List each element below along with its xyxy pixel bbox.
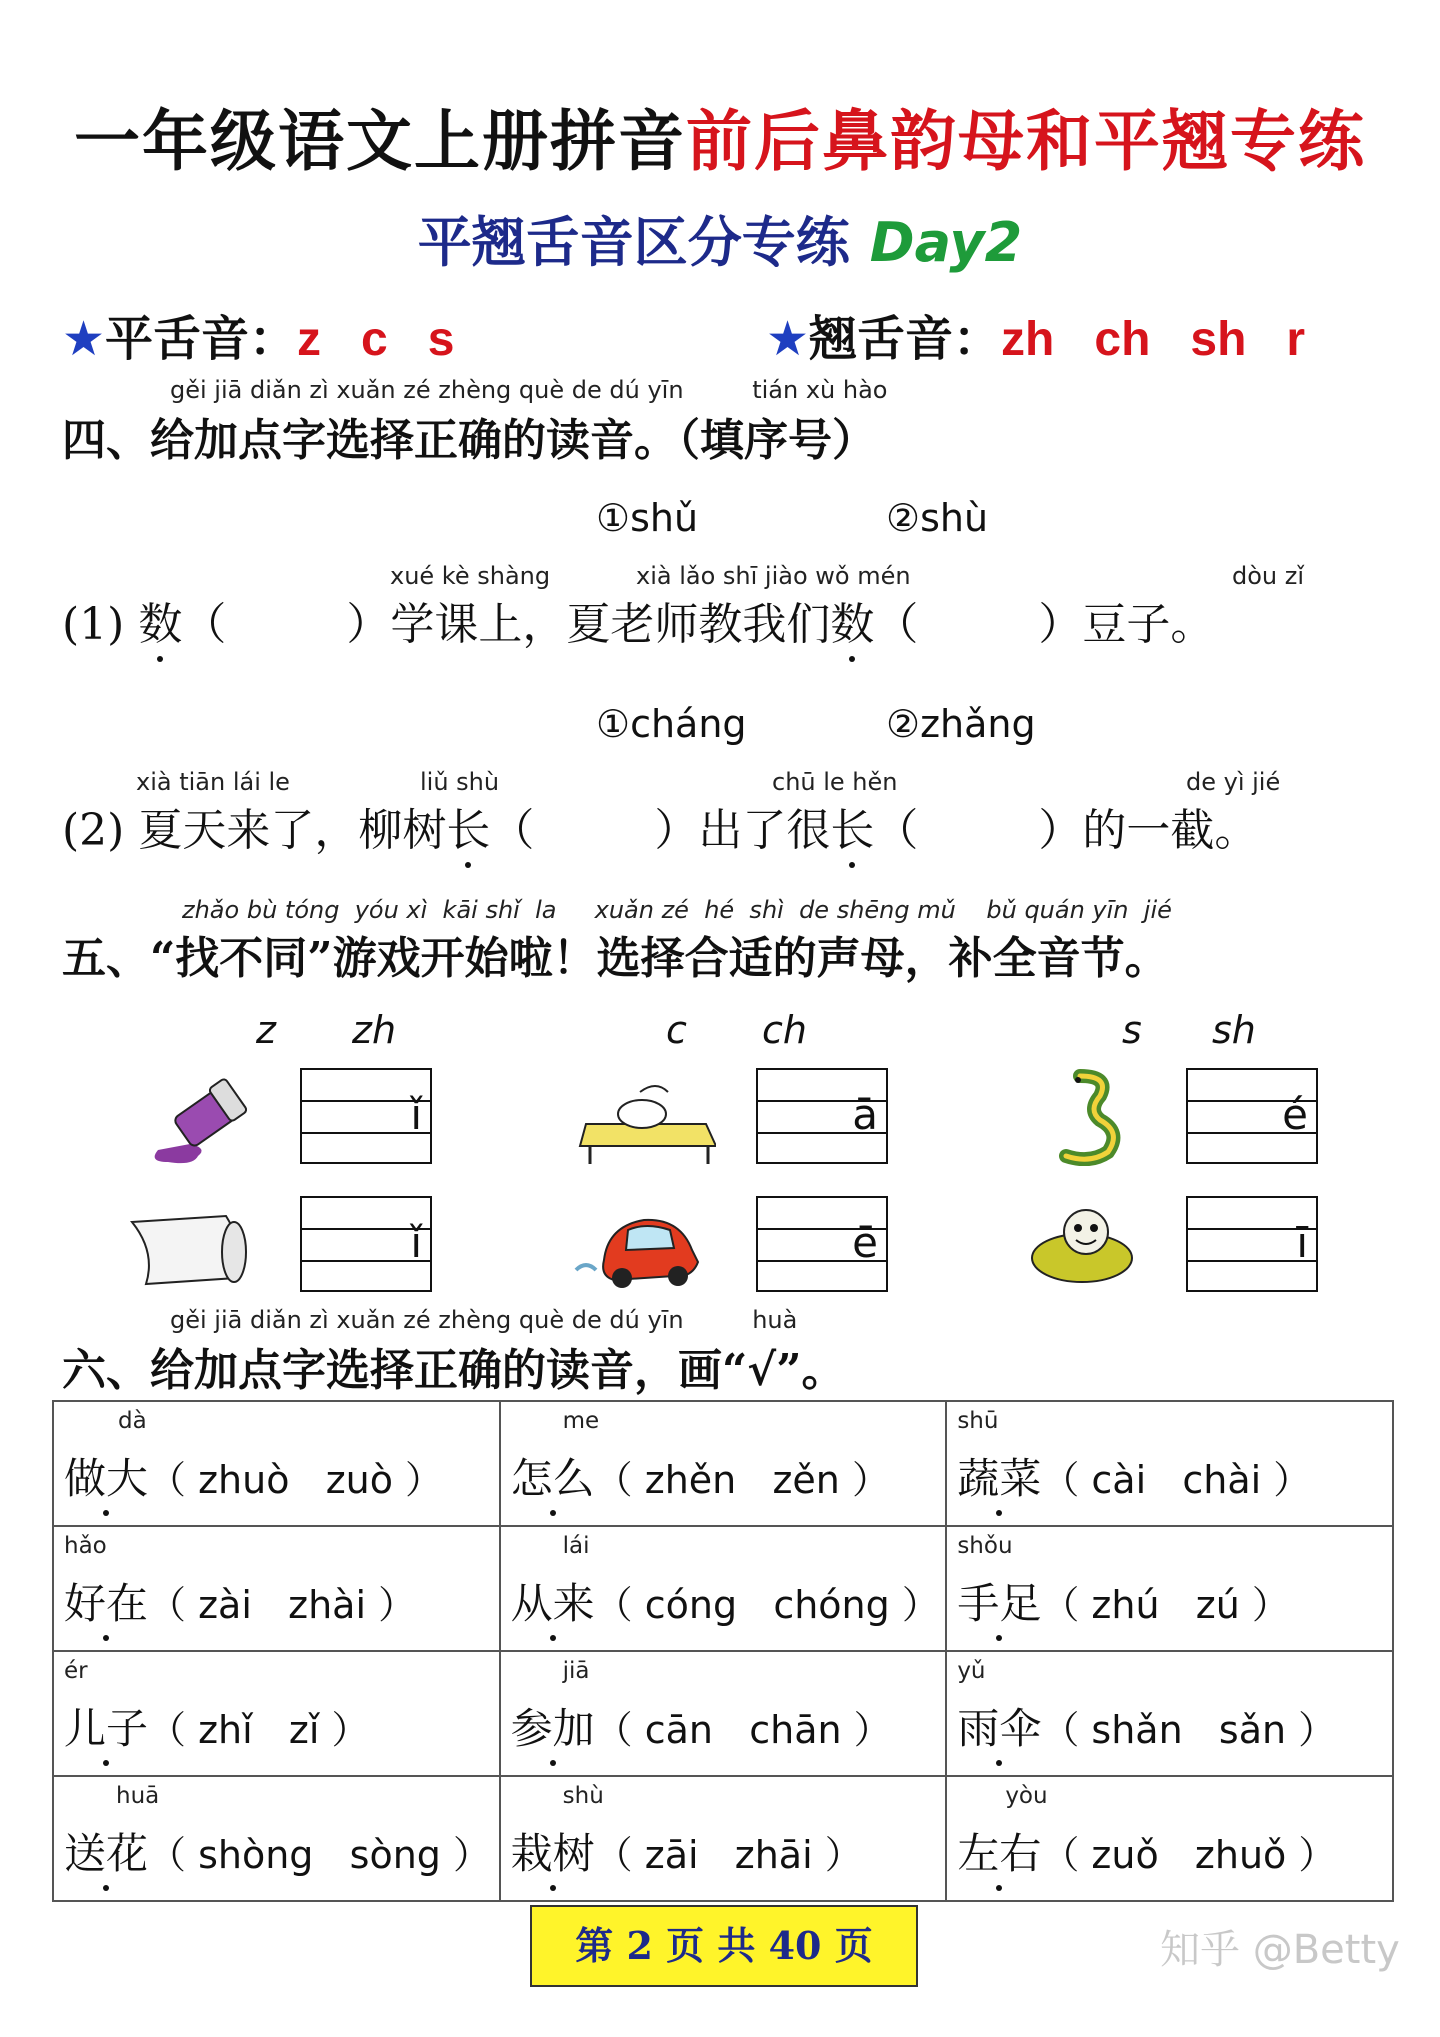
table-row: [53, 1776, 1393, 1901]
q2-option-2: ②zhǎng: [886, 702, 1036, 746]
q2-pinyin-d: de yì jié: [1186, 768, 1281, 796]
syllable-final-3: é: [1282, 1090, 1308, 1139]
title-red: 前后鼻韵母和平翘专练: [686, 102, 1366, 180]
question-2: [62, 794, 1258, 858]
q1-option-1: ①shǔ: [596, 496, 699, 540]
flat-letters: z c s: [297, 313, 455, 366]
table-cell[interactable]: [946, 1651, 1393, 1776]
cell-pinyin: lái: [562, 1533, 590, 1559]
syllable-box-3[interactable]: [1186, 1068, 1318, 1164]
paper-scroll-image: [126, 1208, 256, 1288]
letter-choice-zh: zh: [352, 1008, 397, 1052]
cell-pinyin: yòu: [1005, 1783, 1048, 1809]
snake-image: [1030, 1066, 1140, 1166]
cell-content: [511, 1446, 890, 1506]
section6-pinyin: gěi jiā diǎn zì xuǎn zé zhèng què de dú yīn huà: [170, 1306, 798, 1334]
cell-options[interactable]: （ shòng sòng ）: [148, 1833, 491, 1877]
q2-number: (2): [62, 805, 125, 856]
table-row: [53, 1401, 1393, 1526]
retroflex-legend: [766, 300, 1305, 369]
cell-content: [64, 1571, 416, 1631]
table-cell[interactable]: [53, 1526, 500, 1651]
cell-word: 雨伞: [957, 1696, 1041, 1756]
q2-pinyin-a: xià tiān lái le: [136, 768, 290, 796]
table-cell[interactable]: [53, 1776, 500, 1901]
cell-content: [957, 1446, 1311, 1506]
syllable-box-1[interactable]: [300, 1068, 432, 1164]
star-icon: ★: [766, 311, 810, 367]
table-cell[interactable]: [500, 1776, 947, 1901]
cell-pinyin: me: [562, 1408, 600, 1434]
cell-word: 蔬菜: [957, 1446, 1041, 1506]
q2-text-end: ）的一截。: [1038, 805, 1259, 856]
cell-content: [511, 1696, 892, 1756]
cell-pinyin: shǒu: [957, 1533, 1013, 1559]
cell-options[interactable]: （ cóng chóng ）: [594, 1583, 940, 1627]
cell-content: [957, 1821, 1336, 1881]
q1-pinyin-b: xià lǎo shī jiào wǒ mén: [636, 562, 911, 590]
cartoon-snake-image: [1024, 1196, 1140, 1292]
q2-option-1: ①cháng: [596, 702, 747, 746]
q2-pinyin-b: liǔ shù: [420, 768, 500, 796]
paint-tube-image: [138, 1070, 258, 1170]
cell-content: [64, 1446, 443, 1506]
q1-pinyin-c: dòu zǐ: [1232, 562, 1305, 590]
cell-pinyin: ér: [64, 1658, 88, 1684]
letter-choice-c: c: [666, 1008, 687, 1052]
subtitle-day: Day2: [869, 211, 1023, 274]
car-image: [574, 1200, 714, 1290]
cell-content: [511, 1571, 940, 1631]
cell-pinyin: shū: [957, 1408, 999, 1434]
q2-dotted-word-2: 长: [830, 794, 874, 858]
cell-word: 好在: [64, 1571, 148, 1631]
section4-title: 四、给加点字选择正确的读音。（填序号）: [62, 415, 876, 466]
cell-word: 左右: [957, 1821, 1041, 1881]
q2-dotted-word-1: 长: [446, 794, 490, 858]
q1-paren-open-2: （: [874, 599, 919, 650]
watermark: 知乎 @Betty: [1160, 1927, 1400, 1973]
cell-content: [64, 1821, 491, 1881]
letter-choice-ch: ch: [762, 1008, 807, 1052]
table-cell[interactable]: [946, 1401, 1393, 1526]
q2-paren-open: （: [490, 805, 535, 856]
section6-title: 六、给加点字选择正确的读音，画“√”。: [62, 1345, 846, 1396]
syllable-final-6: ī: [1296, 1218, 1308, 1267]
q1-pinyin-a: xué kè shàng: [390, 562, 551, 590]
section5-title: 五、“找不同”游戏开始啦！选择合适的声母，补全音节。: [62, 933, 1169, 984]
section4-pinyin: gěi jiā diǎn zì xuǎn zé zhèng què de dú yīn tián xù hào: [170, 376, 888, 404]
cell-content: [957, 1696, 1336, 1756]
cell-content: [511, 1821, 863, 1881]
cell-word: 送花: [64, 1821, 148, 1881]
syllable-box-2[interactable]: [756, 1068, 888, 1164]
cell-word: 怎么: [511, 1446, 595, 1506]
cell-word: 手足: [957, 1571, 1041, 1631]
cell-content: [64, 1696, 370, 1756]
table-cell[interactable]: [53, 1651, 500, 1776]
q2-text-mid: ）出了很: [654, 805, 831, 856]
cell-pinyin: dà: [118, 1408, 147, 1434]
cell-options[interactable]: （ zhěn zěn ）: [594, 1458, 890, 1502]
q1-number: (1): [62, 599, 125, 650]
cell-word: 栽树: [511, 1821, 595, 1881]
cell-options[interactable]: （ cài chài ）: [1041, 1458, 1312, 1502]
retro-letters: zh ch sh r: [1001, 313, 1306, 366]
cell-options[interactable]: （ zhǐ zǐ ）: [148, 1708, 370, 1752]
flat-label: 平舌音：: [105, 311, 298, 367]
q1-option-2: ②shù: [886, 496, 989, 540]
syllable-box-5[interactable]: [756, 1196, 888, 1292]
subtitle-text: 平翘舌音区分专练: [417, 210, 850, 274]
title-black: 一年级语文上册拼音: [74, 102, 686, 180]
question-1: [62, 588, 1214, 652]
page-number-badge: 第 2 页 共 40 页: [530, 1905, 918, 1987]
q1-dotted-word-2: 数: [830, 588, 874, 652]
table-cell[interactable]: [946, 1526, 1393, 1651]
star-icon: ★: [62, 311, 106, 367]
cell-word: 从来: [511, 1571, 595, 1631]
subtitle: [0, 200, 1440, 277]
cell-pinyin: hǎo: [64, 1533, 107, 1559]
table-cell[interactable]: [946, 1776, 1393, 1901]
letter-choice-s: s: [1122, 1008, 1142, 1052]
syllable-box-4[interactable]: [300, 1196, 432, 1292]
section5-pinyin: zhǎo bù tóng yóu xì kāi shǐ la xuǎn zé hé shì de shēng mǔ bǔ quán yīn jié: [182, 896, 1172, 924]
cell-options[interactable]: （ zāi zhāi ）: [594, 1833, 863, 1877]
syllable-box-6[interactable]: [1186, 1196, 1318, 1292]
cell-options[interactable]: （ zuǒ zhuǒ ）: [1041, 1833, 1337, 1877]
cell-word: 参加: [511, 1696, 595, 1756]
table-cell[interactable]: [500, 1651, 947, 1776]
syllable-final-1: ǐ: [410, 1090, 422, 1139]
table-row: [53, 1526, 1393, 1651]
page-title: [0, 88, 1440, 183]
cell-options[interactable]: （ shǎn sǎn ）: [1041, 1708, 1337, 1752]
q2-text: 夏天来了，柳树: [138, 805, 447, 856]
syllable-final-2: ā: [852, 1090, 878, 1139]
cell-options[interactable]: （ zài zhài ）: [148, 1583, 417, 1627]
cell-word: 儿子: [64, 1696, 148, 1756]
q1-text-end: ）豆子。: [1038, 599, 1215, 650]
table-cell[interactable]: [500, 1401, 947, 1526]
table-row: [53, 1651, 1393, 1776]
letter-choice-z: z: [256, 1008, 276, 1052]
cell-options[interactable]: （ zhuò zuò ）: [148, 1458, 444, 1502]
cell-pinyin: huā: [116, 1783, 160, 1809]
retro-label: 翘舌音：: [809, 311, 1002, 367]
table-cell[interactable]: [500, 1526, 947, 1651]
syllable-final-5: ē: [852, 1218, 878, 1267]
wiping-table-image: [576, 1074, 716, 1164]
letter-choice-sh: sh: [1212, 1008, 1256, 1052]
cell-options[interactable]: （ zhú zú ）: [1041, 1583, 1290, 1627]
table-cell[interactable]: [53, 1401, 500, 1526]
cell-options[interactable]: （ cān chān ）: [594, 1708, 892, 1752]
cell-pinyin: shù: [562, 1783, 604, 1809]
flat-tongue-legend: [62, 300, 454, 369]
syllable-final-4: ǐ: [410, 1218, 422, 1267]
cell-pinyin: jiā: [562, 1658, 590, 1684]
q2-pinyin-c: chū le hěn: [772, 768, 898, 796]
pronunciation-table: [52, 1400, 1394, 1902]
cell-pinyin: yǔ: [957, 1658, 986, 1684]
q2-paren-open-2: （: [874, 805, 919, 856]
q1-text: ）学课上，夏老师教我们: [346, 599, 831, 650]
q1-dotted-word-1: 数: [138, 588, 182, 652]
q1-paren-open: （: [182, 599, 227, 650]
cell-content: [957, 1571, 1290, 1631]
cell-word: 做大: [64, 1446, 148, 1506]
